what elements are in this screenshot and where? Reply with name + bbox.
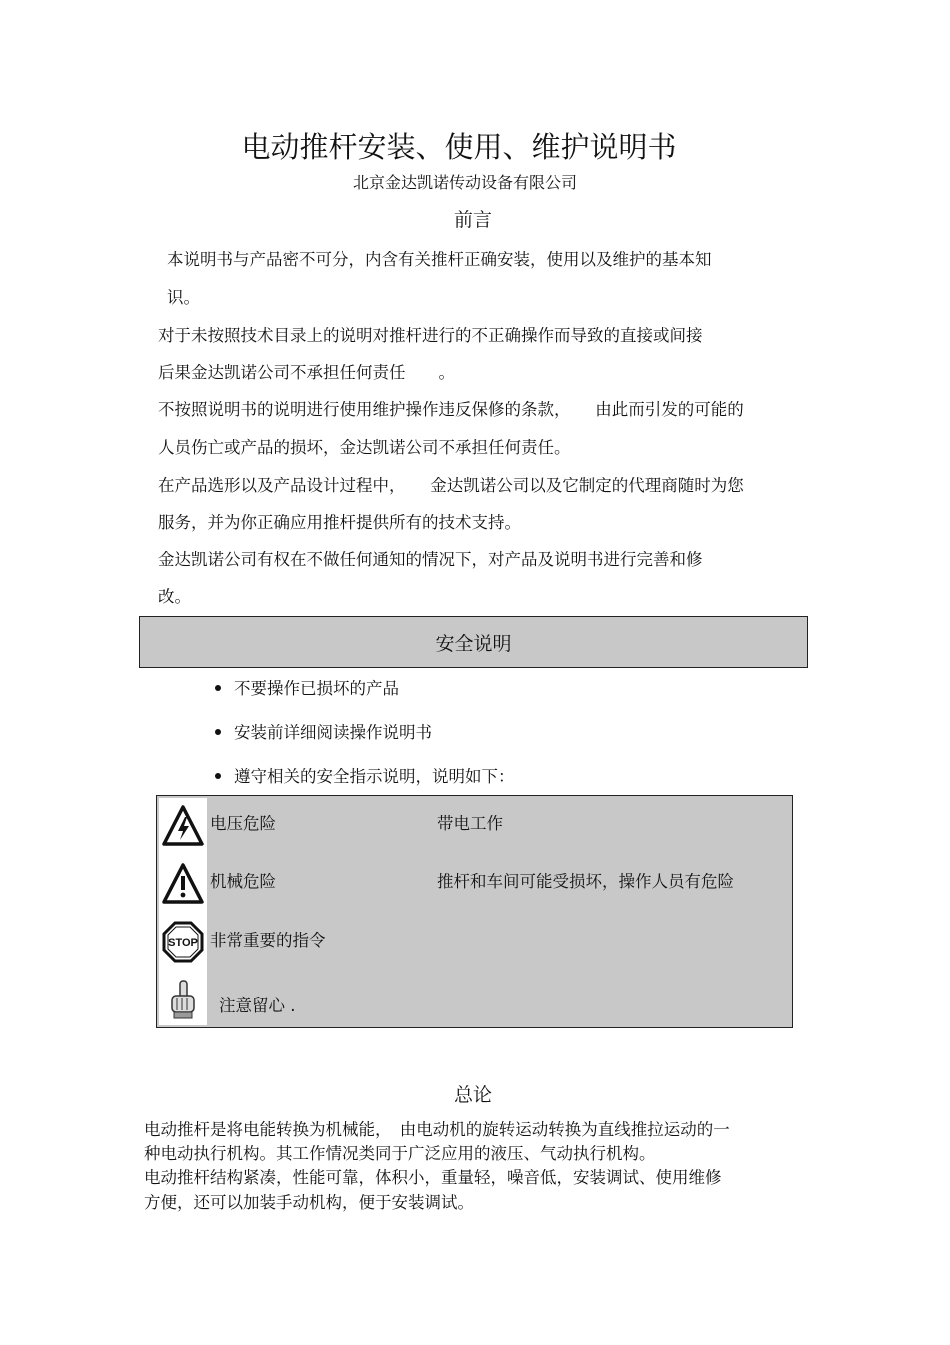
- preface-line: 人员伤亡或产品的损坏，金达凯诺公司不承担任何责任。: [158, 438, 571, 457]
- sign-name: 机械危险: [210, 872, 276, 891]
- sign-description: 推杆和车间可能受损坏，操作人员有危险: [437, 872, 734, 891]
- mechanical-warning-icon: [162, 862, 204, 906]
- safety-bullet: 安装前详细阅读操作说明书: [215, 719, 432, 743]
- bullet-dot: [215, 685, 221, 691]
- preface-line: 本说明书与产品密不可分，内含有关推杆正确安装，使用以及维护的基本知: [167, 250, 712, 269]
- sign-name: 注意留心 .: [219, 996, 296, 1015]
- safety-bullet: 遵守相关的安全指示说明，说明如下：: [215, 763, 515, 787]
- sign-name: 非常重要的指令: [210, 931, 326, 950]
- safety-bullet: 不要操作已损坏的产品: [215, 675, 399, 699]
- preface-line: 改。: [158, 587, 191, 606]
- bullet-dot: [215, 773, 221, 779]
- general-line: 电动推杆是将电能转换为机械能， 由电动机的旋转运动转换为直线推拉运动的一: [144, 1120, 730, 1139]
- preface-line: 不按照说明书的说明进行使用维护操作违反保修的条款， 由此而引发的可能的: [158, 400, 744, 419]
- preface-line: 后果金达凯诺公司不承担任何责任 。: [158, 363, 455, 382]
- sign-icon-column: [159, 798, 207, 1025]
- preface-line: 服务，并为你正确应用推杆提供所有的技术支持。: [158, 513, 521, 532]
- general-line: 种电动执行机构。其工作情况类同于广泛应用的液压、气动执行机构。: [144, 1144, 656, 1163]
- document-title: 电动推杆安装、使用、维护说明书: [241, 130, 677, 164]
- preface-line: 识。: [167, 288, 200, 307]
- general-heading: 总论: [453, 1084, 492, 1106]
- bullet-dot: [215, 729, 221, 735]
- sign-name: 电压危险: [210, 814, 276, 833]
- preface-heading: 前言: [453, 209, 492, 231]
- preface-line: 在产品选形以及产品设计过程中， 金达凯诺公司以及它制定的代理商随时为您: [158, 476, 744, 495]
- stop-sign-icon: [162, 920, 204, 964]
- company-name: 北京金达凯诺传动设备有限公司: [352, 173, 577, 192]
- preface-line: 对于未按照技术目录上的说明对推杆进行的不正确操作而导致的直接或间接: [158, 326, 703, 345]
- high-voltage-warning-icon: [162, 804, 204, 848]
- pointing-hand-icon: [162, 978, 204, 1022]
- safety-heading-box: [139, 616, 808, 668]
- svg-text:STOP: STOP: [168, 937, 198, 949]
- preface-line: 金达凯诺公司有权在不做任何通知的情况下，对产品及说明书进行完善和修: [158, 550, 703, 569]
- general-line: 方便，还可以加装手动机构，便于安装调试。: [144, 1193, 474, 1212]
- safety-signs-table: [156, 795, 793, 1028]
- general-line: 电动推杆结构紧凑，性能可靠，体积小，重量轻，噪音低，安装调试、使用维修: [144, 1168, 722, 1187]
- safety-heading: 安全说明: [435, 632, 512, 655]
- sign-description: 带电工作: [437, 814, 503, 833]
